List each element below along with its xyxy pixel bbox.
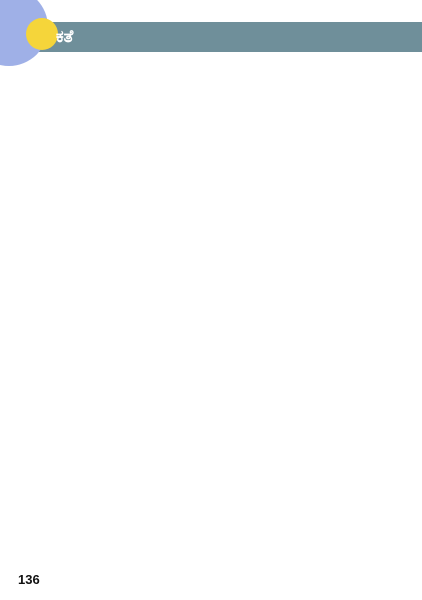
text-line: [58, 202, 406, 216]
text-line: [58, 146, 406, 160]
text-line: [58, 552, 406, 566]
text-line: [58, 468, 406, 482]
text-line: [58, 524, 406, 538]
text-line: [58, 90, 406, 104]
text-line: [58, 426, 406, 440]
text-line: [58, 286, 406, 300]
text-line: [58, 258, 406, 272]
text-line: [58, 118, 406, 132]
page-number: 136: [18, 572, 40, 587]
text-line: [58, 314, 406, 328]
text-line: [58, 356, 406, 370]
section-title: ಕತೆ: [56, 27, 74, 47]
text-line: [58, 370, 406, 384]
text-line: [58, 104, 406, 118]
text-line: [58, 384, 406, 398]
text-line: [58, 342, 406, 356]
text-line: [58, 566, 406, 580]
decorative-yellow-circle: [26, 18, 58, 50]
text-line: [58, 62, 406, 76]
text-line: [58, 230, 406, 244]
text-line: [58, 440, 406, 454]
text-line: [58, 216, 406, 230]
text-line: [58, 496, 406, 510]
text-line: [58, 328, 406, 342]
text-line: [58, 482, 406, 496]
text-line: [58, 76, 406, 90]
text-line: [58, 174, 406, 188]
text-line: [58, 132, 406, 146]
text-line: [58, 244, 406, 258]
text-line: [58, 412, 406, 426]
text-line: [58, 454, 406, 468]
text-line: [58, 538, 406, 552]
text-line: [58, 510, 406, 524]
text-line: [58, 188, 406, 202]
text-line: [58, 160, 406, 174]
text-line: [58, 398, 406, 412]
text-line: [58, 300, 406, 314]
story-body: [58, 62, 406, 582]
text-line: [58, 272, 406, 286]
